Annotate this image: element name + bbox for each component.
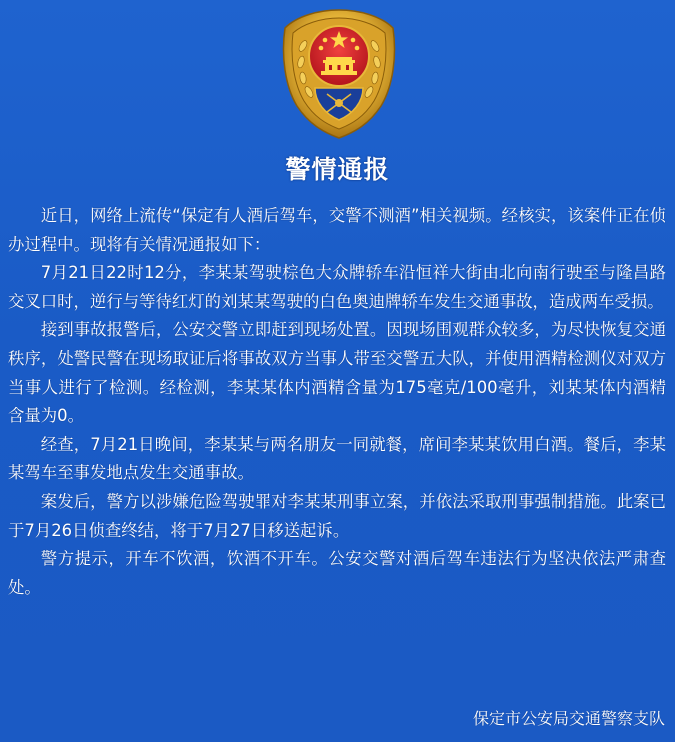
notice-title: 警情通报 xyxy=(285,155,390,184)
notice-body xyxy=(8,202,666,602)
notice-paragraph: 近日，网络上流传“保定有人酒后驾车，交警不测酒”相关视频。经核实，该案件正在侦办过程中。现将有关情况通报如下： xyxy=(8,206,666,254)
notice-paragraph: 7月21日22时12分，李某某驾驶棕色大众牌轿车沿恒祥大街由北向南行驶至与隆昌路交叉口时，逆行与等待红灯的刘某某驾驶的白色奥迪牌轿车发生交通事故，造成两车受损。 xyxy=(8,263,666,311)
notice-paragraph: 警方提示，开车不饮酒，饮酒不开车。公安交警对酒后驾车违法行为坚决依法严肃查处。 xyxy=(8,549,666,597)
notice-paragraph: 接到事故报警后，公安交警立即赶到现场处置。因现场围观群众较多，为尽快恢复交通秩序，处警民警在现场取证后将事故双方当事人带至交警五大队，并使用酒精检测仪对双方当事人进行了检测。经检测，李某某体内酒精含量为175毫克/100毫升，刘某某体内酒精含量为0。 xyxy=(8,320,666,426)
police-emblem-icon xyxy=(277,6,401,140)
notice-paragraph: 案发后，警方以涉嫌危险驾驶罪对李某某刑事立案，并依法采取刑事强制措施。此案已于7月26日侦查终结，将于7月27日移送起诉。 xyxy=(8,491,666,540)
notice-paragraph: 经查，7月21日晚间，李某某与两名朋友一同就餐，席间李某某饮用白酒。餐后，李某某驾车至事发地点发生交通事故。 xyxy=(8,434,666,483)
issuer-signature: 保定市公安局交通警察支队 xyxy=(472,709,665,728)
